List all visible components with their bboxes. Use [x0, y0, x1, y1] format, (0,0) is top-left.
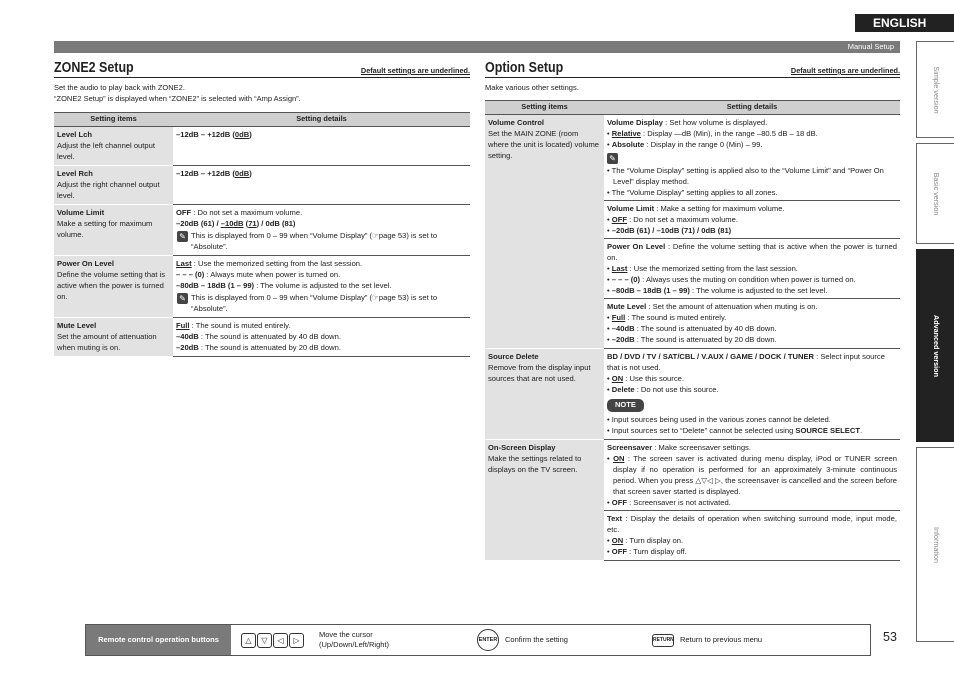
section-header-bar: Manual Setup [54, 41, 900, 53]
setting-detail: Full : The sound is muted entirely. –40dB : The sound is attenuated by 40 dB down. –20dB : The sound is attenuated by 20 dB down. [173, 317, 470, 356]
item-desc: Remove from the display input sources that are not used. [488, 363, 591, 384]
option-settings-table [485, 100, 900, 561]
side-tab-label: Basic version [931, 172, 941, 215]
left-arrow-icon: ◁ [273, 633, 288, 648]
setting-detail: –12dB – +12dB (0dB) [173, 126, 470, 165]
setting-detail: –12dB – +12dB (0dB) [173, 165, 470, 204]
pencil-note-icon: ✎ [177, 231, 188, 242]
item-name: Power On Level [57, 258, 114, 268]
table-row [485, 349, 900, 440]
page-number: 53 [883, 630, 897, 644]
setting-item [54, 255, 173, 317]
side-tab-label: Information [931, 526, 941, 563]
zone2-setup-section [54, 58, 470, 357]
return-text: Return to previous menu [679, 634, 763, 644]
move-cursor-text: Move the cursor (Up/Down/Left/Right) [319, 629, 390, 649]
setting-item [54, 165, 173, 204]
table-row [485, 440, 900, 561]
enter-text: Confirm the setting [505, 634, 568, 644]
table-row [54, 204, 470, 255]
pencil-note-icon: ✎ [607, 153, 618, 164]
setting-item [54, 204, 173, 255]
item-desc: Define the volume setting that is active when the power is turned on. [57, 269, 166, 301]
zone2-heading [54, 58, 470, 78]
item-name: Mute Level [57, 320, 97, 330]
side-tab-advanced-version[interactable] [916, 249, 954, 442]
item-desc: Set the MAIN ZONE (room where the unit is located) volume setting. [488, 129, 600, 161]
item-name: Volume Limit [57, 207, 105, 217]
col-setting-details: Setting details [604, 101, 900, 115]
item-name: Level Rch [57, 168, 93, 178]
setting-detail: Screensaver : Make screensaver settings. • ON : The screen saver is activated during menu display, iPod or TUNER screen display if no operation is performed for an approximately 3-minute continuous period. When you press △▽◁ ▷, the screensaver is cancelled and the screen before that screen saver started is displayed. • OFF : Screensaver is not activated. Text : Display the details of operation when switching surround mode, input mode, etc. • ON : Turn display on. • OFF : Turn display off. [604, 440, 900, 561]
pencil-note-icon: ✎ [177, 293, 188, 304]
setting-item [54, 126, 173, 165]
item-name: On-Screen Display [488, 443, 556, 453]
zone2-intro-line2: “ZONE2 Setup” is displayed when “ZONE2” is selected with “Amp Assign”. [54, 94, 301, 104]
setting-detail: Last : Use the memorized setting from the last session. – – – (0) : Always mute when power is turned on. –80dB – 18dB (1 – 99) : The volume is adjusted to the set level. ✎ This is displayed from 0 – 99 when “Volume Display” (☞page 53) is set to “Absolute”. [173, 255, 470, 317]
zone2-intro [54, 82, 470, 105]
note-badge: NOTE [607, 399, 644, 412]
setting-detail: OFF : Do not set a maximum volume. –20dB (61) / –10dB (71) / 0dB (81) ✎ This is displayed from 0 – 99 when “Volume Display” (☞page 53) is set to “Absolute”. [173, 204, 470, 255]
option-intro: Make various other settings. [485, 83, 579, 92]
table-row [54, 126, 470, 165]
col-setting-items: Setting items [54, 112, 173, 126]
down-arrow-icon: ▽ [257, 633, 272, 648]
table-row [54, 165, 470, 204]
item-desc: Adjust the left channel output level. [57, 140, 155, 161]
item-name: Level Lch [57, 129, 93, 139]
up-arrow-icon: △ [241, 633, 256, 648]
option-heading [485, 58, 900, 78]
setting-item [485, 440, 604, 561]
item-desc: Make the settings related to displays on the TV screen. [488, 454, 582, 475]
table-row [54, 317, 470, 356]
col-setting-items: Setting items [485, 101, 604, 115]
note-block: ✎ This is displayed from 0 – 99 when “Volume Display” (☞page 53) is set to “Absolute”. [177, 292, 467, 314]
note-block: ✎ This is displayed from 0 – 99 when “Volume Display” (☞page 53) is set to “Absolute”. [177, 230, 467, 252]
table-row [54, 255, 470, 317]
item-name: Source Delete [488, 352, 539, 362]
cursor-buttons [241, 633, 305, 648]
option-setup-section [485, 58, 900, 561]
side-tab-information[interactable] [916, 447, 954, 642]
option-default-note: Default settings are underlined. [790, 66, 900, 75]
item-desc: Set the amount of attenuation when muting is on. [57, 331, 157, 352]
setting-item [485, 115, 604, 349]
enter-button-icon: ENTER [477, 629, 499, 651]
remote-label: Remote control operation buttons [86, 625, 231, 655]
side-tab-simple-version[interactable] [916, 41, 954, 138]
option-title: Option Setup [485, 60, 564, 76]
side-tab-basic-version[interactable] [916, 143, 954, 244]
right-arrow-icon: ▷ [289, 633, 304, 648]
remote-control-guide [85, 624, 871, 656]
setting-item [54, 317, 173, 356]
table-row [485, 115, 900, 349]
language-tab: ENGLISH [855, 14, 954, 32]
side-tab-label: Simple version [931, 65, 941, 114]
zone2-settings-table [54, 112, 470, 357]
col-setting-details: Setting details [173, 112, 470, 126]
item-name: Volume Control [488, 118, 544, 128]
item-desc: Make a setting for maximum volume. [57, 218, 153, 239]
side-tab-label: Advanced version [931, 314, 941, 377]
return-button-icon: RETURN [652, 634, 674, 647]
setting-item [485, 349, 604, 440]
zone2-default-note: Default settings are underlined. [360, 66, 470, 75]
setting-detail: BD / DVD / TV / SAT/CBL / V.AUX / GAME / DOCK / TUNER : Select input source that is not used. • ON : Use this source. • Delete : Do not use this source. NOTE • Input sources being used in the various zones cannot be deleted. • Input sources set to “Delete” cannot be selected using SOURCE SELECT. [604, 349, 900, 440]
zone2-intro-line1: Set the audio to play back with ZONE2. [54, 83, 185, 92]
zone2-title: ZONE2 Setup [54, 60, 134, 76]
setting-detail: Volume Display : Set how volume is displayed. • Relative : Display —dB (Min), in the range –80.5 dB – 18 dB. • Absolute : Display in the range 0 (Min) – 99. ✎ • The “Volume Display” setting is applied also to the “Volume Limit” and “Power On Level” display method. • The “Volume Display” setting applies to all zones. Volume Limit : Make a setting for maximum volume. • OFF : Do not set a maximum volume. • –20dB (61) / –10dB (71) / 0dB (81) Power On Level : Define the volume setting that is active when the power is turned on. • Last : Use the memorized setting from the last session. • – – – (0) : Always uses the muting on condition when power is turned on. • –80dB – 18dB (1 – 99) : The volume is adjusted to the set level. Mute Level : Set the amount of attenuation when muting is on. • Full : The sound is muted entirely. • –40dB : The sound is attenuated by 40 dB down. • –20dB : The sound is attenuated by 20 dB down. [604, 115, 900, 349]
item-desc: Adjust the right channel output level. [57, 179, 160, 200]
